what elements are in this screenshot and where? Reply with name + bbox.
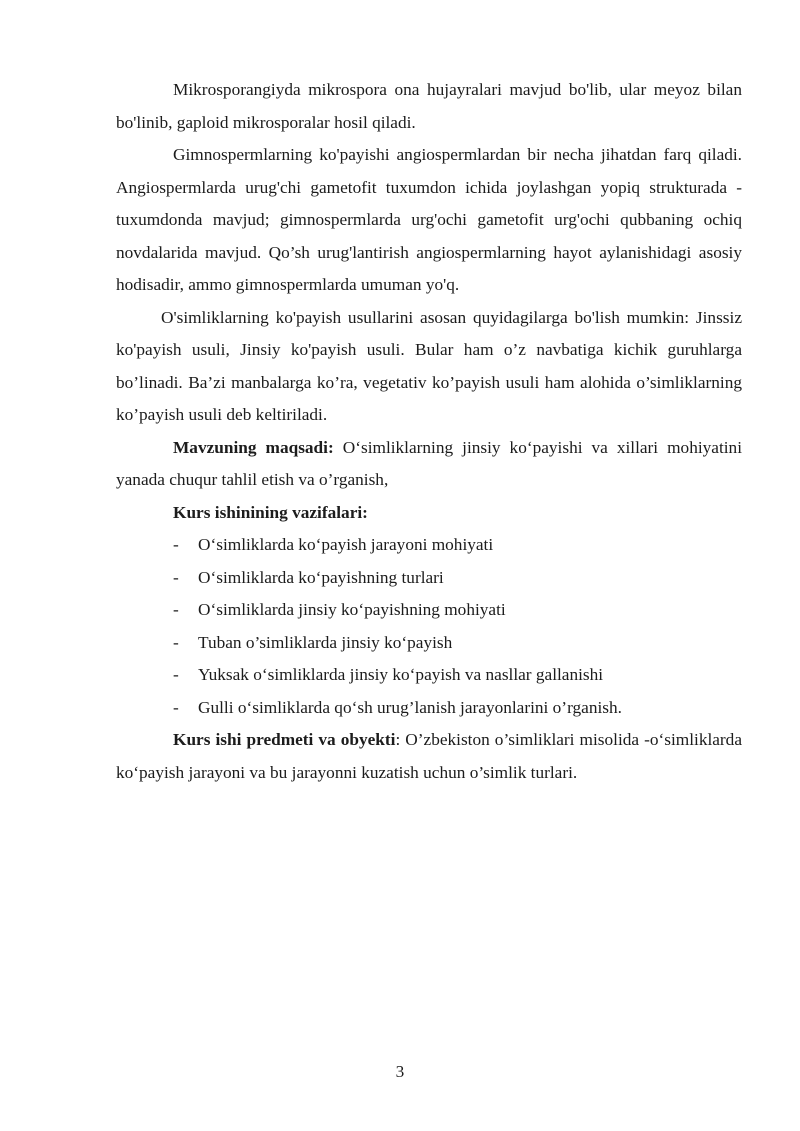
list-dash: - xyxy=(173,665,179,684)
list-item-text: O‘simliklarda ko‘payish jarayoni mohiyati xyxy=(198,535,494,554)
list-item xyxy=(116,659,742,692)
list-dash: - xyxy=(173,697,179,717)
goal-paragraph xyxy=(116,432,742,497)
list-dash: - xyxy=(173,535,179,554)
subject-text: : O’zbekiston o’simliklari misolida -o‘simliklarda ko‘payish jarayoni va bu jarayonni kuzatish uchun o’simlik turlari. xyxy=(116,730,742,782)
goal-text: O‘simliklarning jinsiy ko‘payishi va xillari mohiyatini yanada chuqur tahlil etish va o’rganish, xyxy=(116,437,742,489)
list-item xyxy=(116,562,742,595)
paragraph-reproduction-methods: O'simliklarning ko'payish usullarini asosan quyidagilarga bo'lish mumkin: Jinssiz ko'payish usuli, Jinsiy ko'payish usuli. Bular ham o’z navbatiga kichik guruhlarga bo’linadi. Ba’zi manbalarga ko’ra, vegetativ ko’payish usuli ham alohida o’simliklarning ko’payish usuli deb keltiriladi. xyxy=(116,307,742,424)
subject-paragraph xyxy=(116,724,742,789)
page-number: 3 xyxy=(395,1062,405,1081)
goal-label: Mavzuning maqsadi: xyxy=(173,437,334,457)
list-item-text: Yuksak o‘simliklarda jinsiy ko‘payish va nasllar gallanishi xyxy=(198,665,604,684)
list-item-text: O‘simliklarda jinsiy ko‘payishning mohiyati xyxy=(198,600,506,619)
list-item xyxy=(116,594,742,627)
paragraph-gymnosperms: Gimnospermlarning ko'payishi angiospermlardan bir necha jihatdan farq qiladi. Angiospermlarda urug'chi gametofit tuxumdon ichida joylashgan yopiq strukturada - tuxumdonda mavjud; gimnospermlarda urg'ochi gametofit urg'ochi qubbaning ochiq novdalarida mavjud. Qo’sh urug'lantirish angiospermlarning hayot aylanishidagi asosiy hodisadir, ammo gimnospermlarda umuman yo'q. xyxy=(116,145,742,294)
list-item-text: Gulli o‘simliklarda qo‘sh urug’lanish jarayonlarini o’rganish. xyxy=(198,697,622,717)
subject-label: Kurs ishi predmeti va obyekti xyxy=(173,730,396,749)
list-item-text: O‘simliklarda ko‘payishning turlari xyxy=(198,567,444,587)
paragraph-microsporangium: Mikrosporangiyda mikrospora ona hujayralari mavjud bo'lib, ular meyoz bilan bo'linib, gaploid mikrosporalar hosil qiladi. xyxy=(116,80,742,132)
page-body xyxy=(116,74,742,789)
list-item xyxy=(116,627,742,660)
list-dash: - xyxy=(173,632,179,652)
tasks-list xyxy=(116,529,742,724)
tasks-heading: Kurs ishinining vazifalari: xyxy=(173,502,368,522)
list-dash: - xyxy=(173,567,179,587)
list-item-text: Tuban o’simliklarda jinsiy ko‘payish xyxy=(198,632,453,652)
list-item xyxy=(116,692,742,725)
list-dash: - xyxy=(173,600,179,619)
list-item xyxy=(116,529,742,562)
